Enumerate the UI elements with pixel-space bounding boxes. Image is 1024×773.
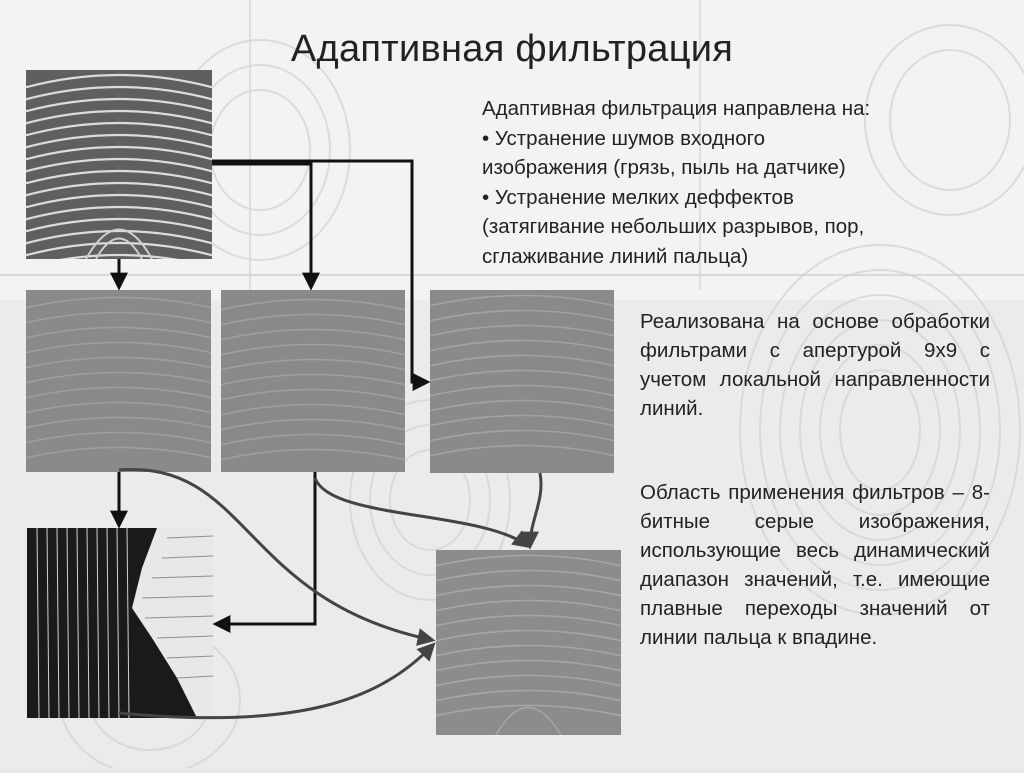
- slide-title: Адаптивная фильтрация: [290, 28, 734, 70]
- bullet-2-line-1: • Устранение мелких деффектов: [482, 185, 794, 209]
- intro-line-1: Адаптивная фильтрация направлена на:: [482, 97, 871, 120]
- bullet-1-line-1: • Устранение шумов входного: [482, 126, 766, 150]
- result-fingerprint-image: [436, 550, 621, 735]
- original-fingerprint-image: [26, 70, 212, 259]
- direction-field-image: [27, 528, 213, 718]
- intro-text: [482, 94, 1002, 271]
- filtered-image-b: [221, 290, 405, 472]
- filtered-image-a: [26, 290, 211, 472]
- description-paragraph-1: Реализована на основе обработки фильтрами с апертурой 9х9 с учетом локальной направленности линий.: [640, 310, 990, 420]
- bullet-2-line-3: сглаживание линий пальца): [482, 244, 749, 268]
- description-paragraph-2: Область применения фильтров – 8-битные серые изображения, использующие весь динамический диапазон значений, т.е. имеющие плавные переходы значений от линии пальца к впадине.: [640, 481, 990, 649]
- bullet-1-line-2: изображения (грязь, пыль на датчике): [482, 156, 846, 179]
- filtered-image-c: [430, 290, 614, 473]
- bullet-2-line-2: (затягивание небольших разрывов, пор,: [482, 215, 865, 238]
